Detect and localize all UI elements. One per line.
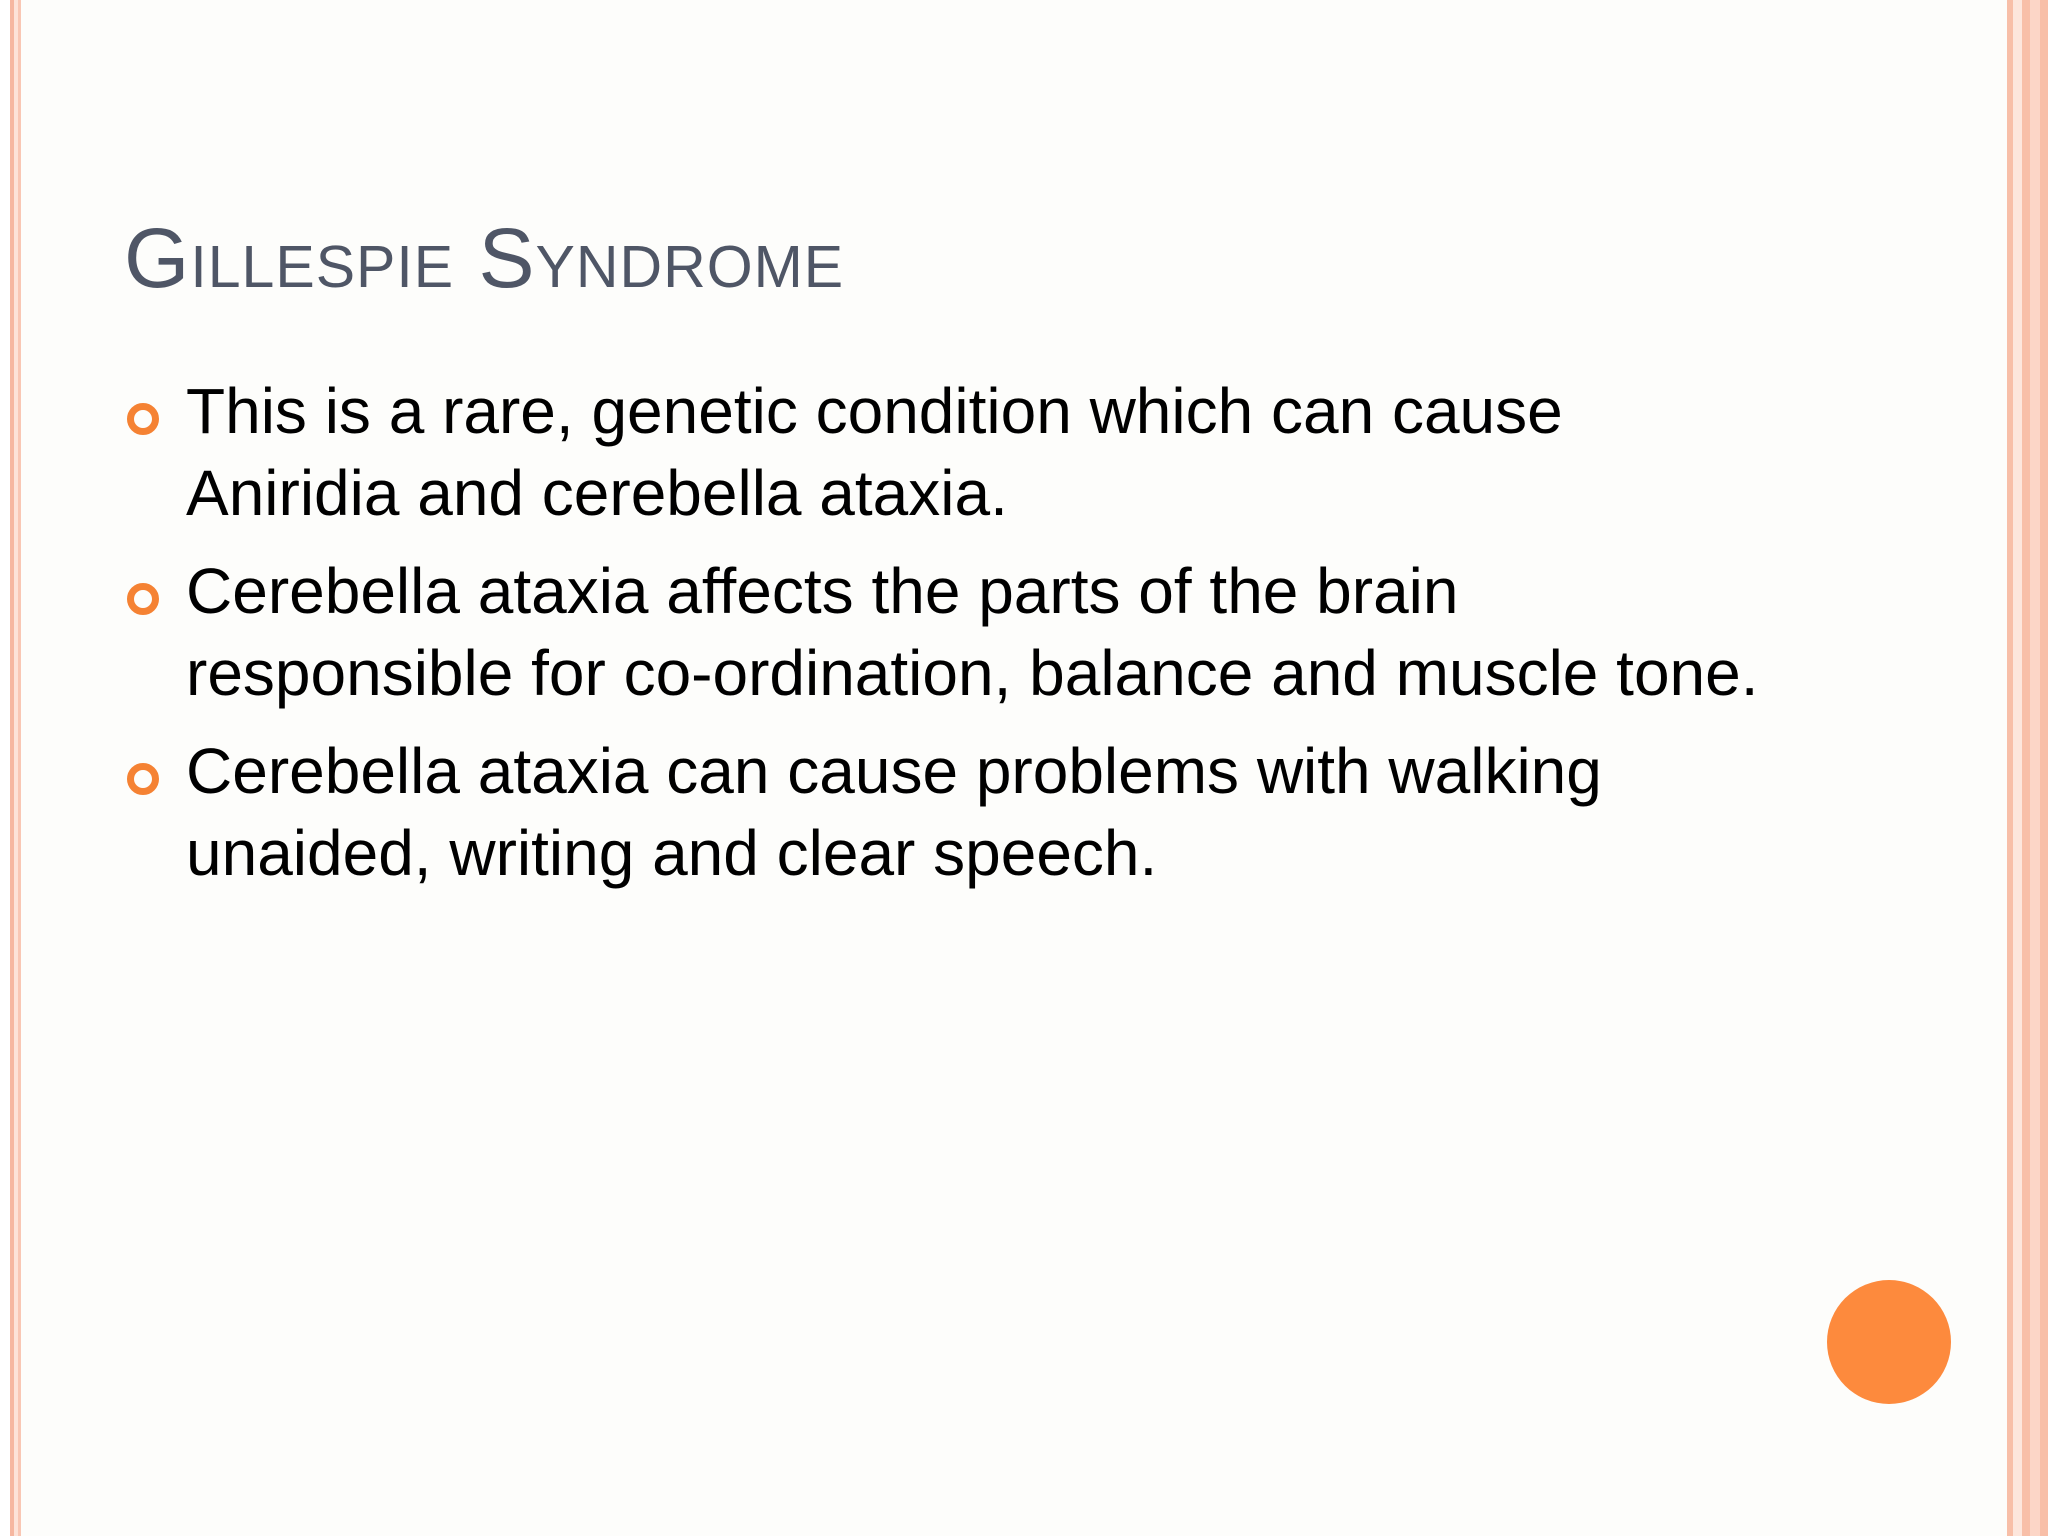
right-decorative-border <box>1958 0 2048 1536</box>
slide-title: Gillespie Syndrome <box>124 211 845 305</box>
bullet-text: This is a rare, genetic condition which can cause Aniridia and cerebella ataxia. <box>186 375 1563 529</box>
ring-bullet-icon <box>127 763 159 795</box>
ring-bullet-icon <box>127 403 159 435</box>
bullet-item <box>124 550 1764 714</box>
left-decorative-border <box>0 0 26 1536</box>
bullet-text: Cerebella ataxia can cause problems with walking unaided, writing and clear speech. <box>186 735 1602 889</box>
bullet-item <box>124 730 1764 894</box>
bullet-list <box>124 370 1764 910</box>
orange-circle-decoration <box>1827 1280 1951 1404</box>
bullet-item <box>124 370 1764 534</box>
bullet-text: Cerebella ataxia affects the parts of the brain responsible for co-ordination, balance and muscle tone. <box>186 555 1759 709</box>
ring-bullet-icon <box>127 583 159 615</box>
